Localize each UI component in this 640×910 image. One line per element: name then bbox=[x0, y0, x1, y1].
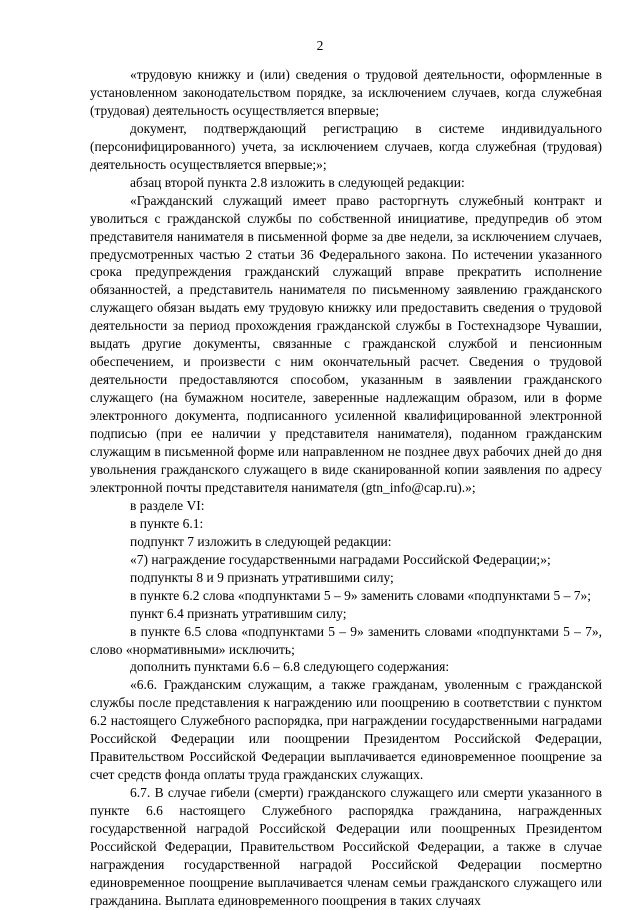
document-body bbox=[90, 66, 602, 910]
paragraph: в пункте 6.1: bbox=[130, 515, 204, 531]
paragraph: в разделе VI: bbox=[130, 497, 205, 513]
paragraph: «6.6. Гражданским служащим, а также гражданам, уволенным с гражданской службы после представления к награждению или поощрению в соответствии с пунктом 6.2 настоящего Служебного распорядка, при награждении государственными наградами Российской Федерации или поощрении Президентом Российской Федерации, Правительством Российской Федерации выплачивается единовременное поощрение за счет средств фонда оплаты труда гражданских служащих. bbox=[90, 677, 602, 783]
paragraph: дополнить пунктами 6.6 – 6.8 следующего содержания: bbox=[130, 659, 450, 675]
paragraph: 6.7. В случае гибели (смерти) гражданского служащего или смерти указанного в пункте 6.6 настоящего Служебного распорядка гражданина, награжденных государственной наградой Российской Федерации или поощренных Президентом Российской Федерации, Правительством Российской Федерации, а также в случае награждения государственной наградой Российской Федерации посмертно единовременное поощрение выплачивается членам семьи гражданского служащего или гражданина. Выплата единовременного поощрения в таких случаях bbox=[90, 785, 602, 908]
page-number: 2 bbox=[316, 38, 324, 53]
paragraph: подпункты 8 и 9 признать утратившими силу; bbox=[130, 569, 394, 585]
paragraph: в пункте 6.5 слова «подпунктами 5 – 9» заменить словами «подпунктами 5 – 7», слово «нормативными» исключить; bbox=[90, 623, 602, 657]
paragraph: пункт 6.4 признать утратившим силу; bbox=[130, 605, 347, 621]
paragraph: «трудовую книжку и (или) сведения о трудовой деятельности, оформленные в установленном законодательством порядке, за исключением случаев, когда служебная (трудовая) деятельность осуществляется впервые; bbox=[90, 67, 602, 118]
paragraph: абзац второй пункта 2.8 изложить в следующей редакции: bbox=[130, 174, 465, 190]
paragraph: «7) награждение государственными наградами Российской Федерации;»; bbox=[130, 551, 551, 567]
paragraph: «Гражданский служащий имеет право расторгнуть служебный контракт и уволиться с гражданской службы по собственной инициативе, предупредив об этом представителя нанимателя в письменной форме за две недели, за исключением случаев, предусмотренных частью 2 статьи 36 Федерального закона. По истечении указанного срока предупреждения гражданский служащий вправе прекратить исполнение обязанностей, а представитель нанимателя по письменному заявлению гражданского служащего обязан выдать ему трудовую книжку или предоставить сведения о трудовой деятельности за период прохождения гражданской службы в Гостехнадзоре Чувашии, выдать другие документы, связанные с гражданской службой и пенсионным обеспечением, и произвести с ним окончательный расчет. Сведения о трудовой деятельности предоставляются способом, указанным в заявлении гражданского служащего (на бумажном носителе, заверенные надлежащим образом, или в форме электронного документа, подписанного усиленной квалифицированной электронной подписью (при ее наличии у представителя нанимателя), поданном гражданским служащим в письменной форме или направленном не позднее двух рабочих дней до дня увольнения гражданского служащего в виде сканированной копии заявления по адресу электронной почты представителя нанимателя (gtn_info@cap.ru).»; bbox=[90, 192, 602, 495]
paragraph: подпункт 7 изложить в следующей редакции: bbox=[130, 533, 392, 549]
paragraph: документ, подтверждающий регистрацию в системе индивидуального (персонифицированного) учета, за исключением случаев, когда служебная (трудовая) деятельность осуществляется впервые;»; bbox=[90, 120, 602, 172]
paragraph: в пункте 6.2 слова «подпунктами 5 – 9» заменить словами «подпунктами 5 – 7»; bbox=[130, 587, 592, 603]
